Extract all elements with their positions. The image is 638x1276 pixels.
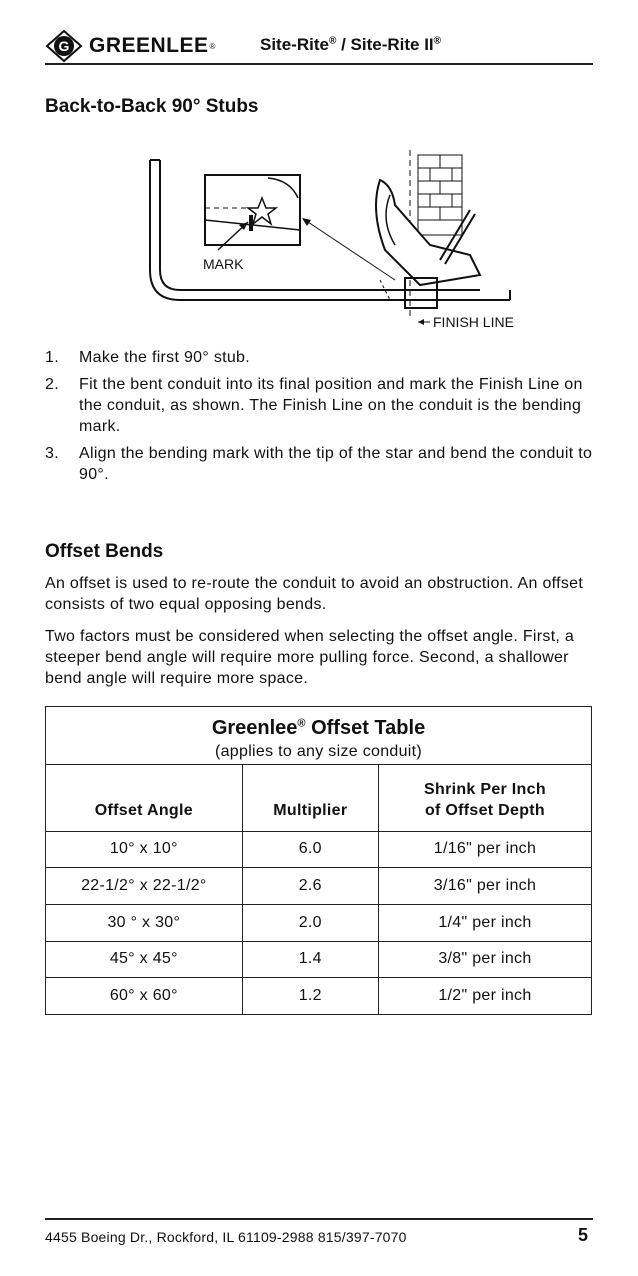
step-number: 3. — [45, 445, 59, 462]
brand-reg-mark: ® — [209, 41, 216, 51]
step-number: 1. — [45, 349, 59, 366]
column-header-angle: Offset Angle — [46, 765, 242, 831]
shrink-header-line1: Shrink Per Inch — [424, 780, 546, 798]
offset-paragraph-1: An offset is used to re-route the conduit to avoid an obstruction. An offset consists of two equal opposing bends. — [45, 575, 584, 613]
table-cell: 22-1/2° x 22-1/2° — [46, 868, 242, 905]
list-item — [45, 374, 595, 437]
table-title — [46, 717, 591, 740]
list-item — [45, 347, 595, 368]
table-row — [46, 978, 591, 1014]
column-header-multiplier: Multiplier — [242, 765, 378, 831]
brand-name: GREENLEE — [89, 34, 209, 57]
table-header — [46, 707, 591, 765]
table-cell: 30 ° x 30° — [46, 904, 242, 941]
table-cell: 1.4 — [242, 941, 378, 978]
greenlee-logo-icon — [45, 29, 83, 63]
list-item — [45, 443, 595, 485]
step-text: Fit the bent conduit into its final position and mark the Finish Line on the conduit, as shown. The Finish Line on the conduit is the bending mark. — [79, 376, 583, 435]
table-cell: 2.0 — [242, 904, 378, 941]
section-title-offset: Offset Bends — [45, 541, 164, 562]
offset-table — [45, 706, 592, 1015]
footer-rule — [45, 1218, 593, 1220]
page-number: 5 — [578, 1225, 589, 1245]
table-cell: 3/16" per inch — [378, 868, 591, 905]
shrink-header-line2: of Offset Depth — [424, 801, 545, 819]
table-cell: 2.6 — [242, 868, 378, 905]
column-header-shrink — [378, 765, 591, 831]
product-name: Site-Rite — [260, 35, 329, 54]
steps-list — [45, 347, 595, 491]
table-cell: 1/2" per inch — [438, 987, 532, 1005]
table-cell: 10° x 10° — [46, 831, 242, 868]
table-title-text: Offset Table — [311, 717, 426, 739]
table-title-brand: Greenlee — [211, 717, 298, 739]
brand-logo — [45, 28, 215, 64]
step-text: Make the first 90° stub. — [79, 349, 251, 366]
product-reg-2: ® — [433, 35, 442, 47]
offset-data-table — [46, 765, 591, 1014]
table-subtitle: (applies to any size conduit) — [214, 743, 423, 760]
table-cell: 1/16" per inch — [378, 831, 591, 868]
table-row — [46, 941, 591, 978]
footer-address: 4455 Boeing Dr., Rockford, IL 61109-2988 815/397-7070 — [45, 1229, 407, 1245]
product-title — [260, 35, 441, 55]
step-number: 2. — [45, 376, 59, 393]
product-sep: / — [336, 35, 351, 54]
svg-text:G: G — [58, 38, 70, 54]
table-row — [46, 831, 591, 868]
section-title-stubs: Back-to-Back 90° Stubs — [45, 96, 259, 117]
header-rule — [45, 63, 593, 65]
product-reg: ® — [328, 35, 337, 47]
table-cell: 45° x 45° — [46, 941, 242, 978]
bending-figure — [140, 150, 525, 335]
offset-paragraph-2: Two factors must be considered when selecting the offset angle. First, a steeper bend angle will require more pulling force. Second, a shallower bend angle will require more space. — [45, 628, 575, 687]
step-text: Align the bending mark with the tip of the star and bend the conduit to 90°. — [79, 445, 593, 483]
finish-line-label: FINISH LINE — [433, 314, 514, 330]
table-cell: 3/8" per inch — [378, 941, 591, 978]
table-cell: 1/4" per inch — [378, 904, 591, 941]
table-row — [46, 868, 591, 905]
mark-label: MARK — [203, 256, 244, 272]
table-row — [46, 904, 591, 941]
table-cell: 6.0 — [242, 831, 378, 868]
table-cell: 60° x 60° — [46, 978, 242, 1014]
table-title-reg: ® — [297, 717, 306, 730]
product-name-2: Site-Rite II — [350, 35, 434, 54]
table-cell: 1.2 — [242, 978, 378, 1014]
table-header-row — [46, 765, 591, 831]
